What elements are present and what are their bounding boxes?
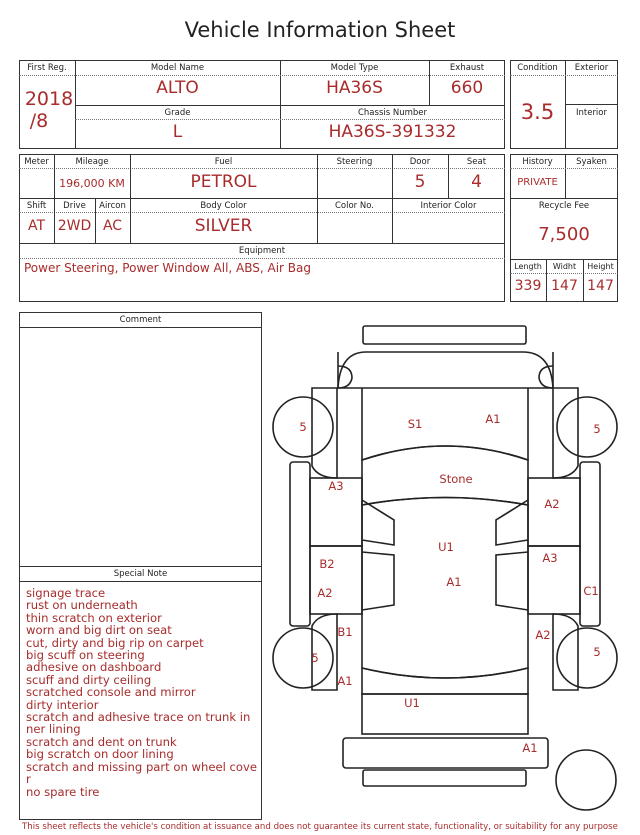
exterior-label: Exterior	[574, 63, 609, 73]
color-no-label: Color No.	[334, 201, 374, 211]
equipment-value: Power Steering, Power Window All, ABS, Air Bag	[24, 261, 312, 275]
grade-label: Grade	[164, 108, 191, 118]
length-label: Length	[514, 262, 542, 271]
drive-label: Drive	[63, 201, 86, 211]
length-value: 339	[514, 278, 542, 294]
mark-wheel-fr: 5	[593, 422, 601, 436]
mark-roof-lower: A1	[446, 575, 462, 589]
mark-hood-left: S1	[407, 417, 423, 431]
recycle-fee-label: Recycle Fee	[538, 201, 590, 211]
history-label: History	[522, 157, 553, 167]
aircon-label: Aircon	[99, 201, 126, 211]
disclaimer-footer: This sheet reflects the vehicle's condition at issuance and does not guarantee its current state, functionality, or suitability for any purpose	[22, 822, 618, 832]
shift-label: Shift	[26, 201, 47, 211]
special-note-item: ner lining	[26, 722, 81, 737]
condition-value: 3.5	[520, 100, 555, 124]
exhaust-label: Exhaust	[449, 63, 485, 73]
special-note-item: scratched console and mirror	[26, 685, 196, 700]
special-note-list	[26, 587, 258, 798]
equipment-label: Equipment	[238, 246, 286, 256]
interior-label: Interior	[575, 108, 607, 118]
shift-value: AT	[27, 218, 46, 234]
mark-roof: U1	[438, 540, 454, 554]
mark-wheel-fl: 5	[299, 420, 307, 434]
rear-left-wheel	[273, 628, 333, 688]
height-value: 147	[587, 278, 614, 294]
comment-label: Comment	[119, 315, 162, 325]
special-note-item: adhesive on dashboard	[26, 660, 162, 675]
mark-side-right: C1	[583, 584, 599, 598]
door-label: Door	[409, 157, 431, 167]
special-note-item: worn and big dirt on seat	[26, 623, 172, 638]
mark-trunk: U1	[404, 696, 420, 710]
mark-front-door-left-top: B2	[319, 557, 335, 571]
aircon-value: AC	[102, 218, 123, 234]
mark-hood-right: A1	[485, 412, 501, 426]
seat-label: Seat	[466, 157, 487, 167]
height-label: Height	[587, 262, 614, 271]
steering-label: Steering	[336, 157, 373, 167]
width-value: 147	[551, 278, 578, 294]
vehicle-damage-diagram	[262, 318, 640, 818]
model-type-label: Model Type	[330, 63, 379, 73]
exhaust-value: 660	[450, 78, 484, 98]
syaken-label: Syaken	[576, 157, 607, 167]
interior-color-label: Interior Color	[420, 201, 477, 211]
fuel-label: Fuel	[214, 157, 233, 167]
body-color-value: SILVER	[194, 216, 253, 236]
mark-wheel-rr: 5	[593, 645, 601, 659]
special-note-item: no spare tire	[26, 784, 100, 799]
special-note-item: dirty interior	[26, 697, 99, 712]
front-right-wheel	[557, 397, 617, 457]
mark-front-fender-left: A3	[328, 479, 344, 493]
mark-front-door-left-bottom: A2	[317, 586, 333, 600]
mark-rear-door-left: B1	[337, 625, 353, 639]
special-note-item: big scuff on steering	[26, 648, 145, 663]
seat-value: 4	[471, 172, 482, 192]
special-note-item: cut, dirty and big rip on carpet	[26, 635, 204, 650]
special-note-item: rust on underneath	[26, 598, 138, 613]
special-note-item: signage trace	[26, 586, 106, 600]
special-note-item: thin scratch on exterior	[26, 610, 162, 625]
model-name-value: ALTO	[156, 78, 199, 98]
body-color-label: Body Color	[200, 201, 247, 211]
rear-right-wheel	[557, 628, 617, 688]
fuel-value: PETROL	[190, 172, 257, 192]
special-note-item: big scratch on door lining	[26, 747, 174, 762]
model-name-label: Model Name	[150, 63, 205, 73]
page-title: Vehicle Information Sheet	[184, 18, 456, 42]
spare-wheel	[556, 750, 616, 810]
history-value: PRIVATE	[517, 177, 558, 188]
recycle-fee-value: 7,500	[538, 224, 590, 245]
mark-rear-door-right: A2	[535, 628, 551, 642]
model-type-value: HA36S	[326, 78, 383, 98]
special-note-item: r	[26, 772, 31, 787]
width-label: Widht	[552, 262, 577, 271]
mark-front-door-right: A3	[542, 551, 558, 565]
mark-windshield: Stone	[439, 472, 473, 486]
mark-rear-bumper: A1	[522, 741, 538, 755]
mileage-value: 196,000 KM	[59, 177, 125, 190]
chassis-value: HA36S-391332	[328, 122, 457, 142]
special-note-label: Special Note	[113, 569, 168, 579]
first-reg-year: 2018	[24, 88, 74, 110]
mileage-label: Mileage	[75, 157, 109, 167]
special-note-item: scuff and dirty ceiling	[26, 672, 152, 687]
mark-rear-fender-left: A1	[337, 674, 353, 688]
mark-front-fender-right: A2	[544, 497, 560, 511]
special-note-item: scratch and missing part on wheel cove	[26, 759, 257, 774]
chassis-label: Chassis Number	[357, 108, 428, 118]
grade-value: L	[172, 122, 183, 142]
door-value: 5	[414, 172, 426, 192]
special-note-item: scratch and dent on trunk	[26, 734, 177, 749]
meter-label: Meter	[24, 157, 49, 167]
drive-value: 2WD	[57, 218, 92, 234]
condition-label: Condition	[517, 63, 558, 73]
first-reg-month: /8	[29, 110, 49, 132]
mark-wheel-rl: 5	[311, 651, 319, 665]
special-note-item: scratch and adhesive trace on trunk in	[26, 710, 251, 725]
first-reg-label: First Reg.	[27, 63, 67, 73]
